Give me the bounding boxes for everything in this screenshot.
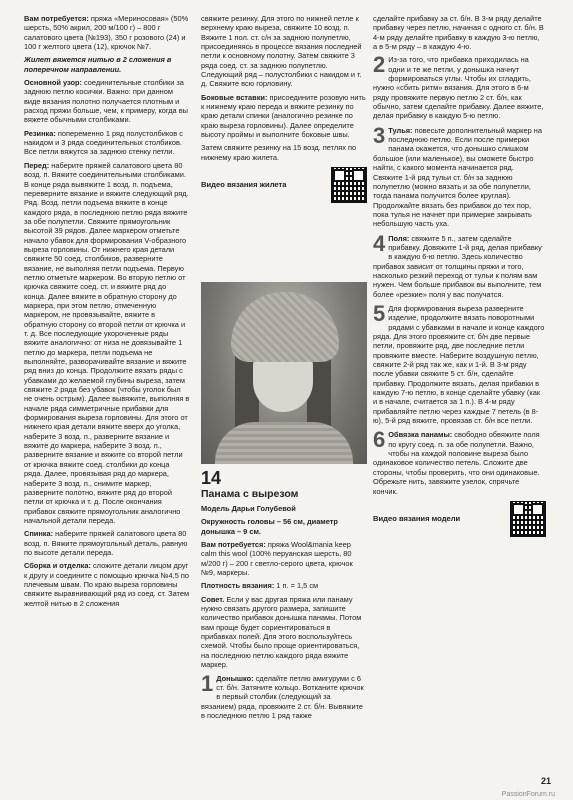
side-inserts-label: Боковые вставки: (201, 92, 268, 102)
vest-video-qr-code[interactable] (332, 168, 366, 202)
model-video-qr-code[interactable] (511, 502, 545, 536)
step-3-text: повесьте дополнительный маркер на последнюю петлю. Если после примерки панама окажется, что донышко слишком большое (или маленькое), вы сможете быстро найти, с какого момента начинается ряд. Свяжите 1-й ряд тульи ст. б/н за заднюю полупетлю (можно вязать и за обе полупетли, тогда панама получится более круглая). Продолжайте вязать без прибавок до тех пор, пока тулья не начнет при примерке закрывать небольшую часть уха. (373, 125, 542, 229)
page-number: 21 (540, 776, 551, 786)
model-block (201, 468, 366, 725)
model-number: 14 (201, 468, 222, 488)
rib-label: Резинка: (24, 128, 56, 138)
vest-video-label: Видео вязания жилета (201, 180, 287, 190)
step-1-number: 1 (201, 670, 214, 696)
step-3-label: Тулья: (388, 125, 413, 135)
model-title: Панама с вырезом (201, 488, 299, 500)
model-photo (201, 282, 367, 464)
step-1-continue: сделайте прибавку за ст. б/н. В 3-м ряду делайте прибавку через петлю, начиная с одного ст. б/н. В 4-м ряду делайте прибавку в каждую 3-ю петлю, а в 5-м ряду – в каждую 4-ю. (373, 14, 544, 52)
step-6-label: Обвязка панамы: (388, 430, 453, 440)
yarn-label: Вам потребуется: (24, 14, 89, 23)
back-paragraph (24, 529, 190, 557)
column-1 (24, 14, 190, 612)
advice-text: Если у вас другая пряжа или панаму нужно связать другого размера, запишите количество прибавок донышка панамы. Потом вам проще будет сориентироваться в прибавках полей. Для этого воспользуйтесь схемой. Чтобы было проще ориентироваться, на последнюю петлю каждого ряда вяжите маркер. (201, 594, 362, 670)
density-text: 1 п. = 1,5 см (274, 581, 319, 591)
model-author: Модель Дарьи Голубевой (201, 504, 296, 513)
side-inserts-text: присоедините розовую нить к нижнему краю переда и вяжите резинку по краю детали спинки (аналогично резинке по краю выреза горловины). Далее определите высоту проймы и выполните боковые швы. (201, 92, 366, 140)
step-4-label: Поля: (388, 233, 410, 243)
back-text: наберите пряжей салатового цвета 80 возд. п. Вяжите прямоугольный деталь, равную по высоте детали переда. (24, 529, 188, 557)
density-label: Плотность вязания: (201, 581, 275, 591)
model-yarn-paragraph (201, 540, 366, 577)
step-4 (373, 230, 545, 299)
step-3-number: 3 (373, 122, 386, 148)
model-yarn-text: пряжа Wool&mania keep calm this wool (100% перуанская шерсть, 80 м/200 г) – 200 г светло-серого цвета, крючок №9, маркеры. (201, 540, 353, 578)
step-2 (373, 52, 545, 121)
step-6-number: 6 (373, 427, 386, 453)
front-text: наберите пряжей салатового цвета 80 возд. п. Вяжите соединительными столбиками. В конце ряда вывяжите 1 возд. п. подъема, переверните вязание и вяжите следующий ряд. Ряд. Возд. петли подъема вяжите в конце каждого ряда, в последнюю петлю ряда вяжите за обе полупетли. Свяжите прямоугольник высотой 39 рядов. Далее маркером отметьте начало убавок для формирования V-образного выреза горловины. От нижнего края детали свяжите 50 соед. столбиков, разверните вязание, не выполняя петли подъема. Первую петлю отметьте маркером. Во вторую петлю от крючка свяжите соед. ст. и вяжите ряд до конца. Далее вяжите в обратную сторону до маркера, при этом петлю, отмеченную маркером, не провязывайте, вяжите в обратную сторону со второй петли от крючка и т. д. Все последующие укороченные ряды вяжите аналогично: от низа не довязывайте 1 петлю до маркера, петли подъема не выполняйте, разворачивайте вязание и вяжите ряд вниз до конца. Продолжите вязать ряды с убавками до желаемой глубины выреза, затем свяжите 2 ряда без убавок (чтобы уголок был не очень острым). Далее вывяжите, выполняя в начале ряда симметричные прибавки для формирования выреза горловины. Для этого от нижнего края детали вяжите вверх до уголка, наберите 3 возд. п., разверните вязание и вяжите до маркера, наберите 3 возд. п., разверните вязание и вяжите со второй петли от крючка вяжите соед. столбики до конца ряда. Далее, провязывая ряд до маркера, наберите 3 возд. п., снимите маркер, разверните полотно, вяжите ряд до второй петли от крючка и т. д. После окончания прибавок свяжите прямоугольник аналогично начальной детали переда. (24, 160, 190, 525)
step-5-text: Для формирования выреза разверните изделие, продолжите вязать поворотными рядами с убавками в начале и конце каждого ряда. Для этого провяжите ст. б/н две первые петли, провяжите ряд, две последние петли провяжите вместе. Наберите воздушную петлю, свяжите 2-й ряд так же, как и 1-й. В 3-м ряду после убавки свяжите 5 ст. б/н, сделайте прибавку. Продолжите вязать, делая прибавки в каждую 7-ю петлю, в конце сделайте убавку (как и в начале, считается за 1 п.). В 4-м ряду прибавляйте петлю через каждые 7 петель (в 8-ю), 5-й ряд вяжите, провязав ст. б/н все петли. (373, 303, 545, 426)
front-paragraph (24, 161, 190, 525)
rib-paragraph (24, 129, 190, 157)
model-size: Окружность головы – 56 см, диаметр донышка – 9 см. (201, 517, 338, 536)
yarn-text: пряжа «Мериносовая» (50% шерсть, 50% акрил, 200 м/100 г) – 800 г салатового цвета (№193), 350 г розового (24) и 100 г желтого цвета (12), крючок №7. (24, 14, 189, 52)
assembly-text: сложите детали лицом друг к другу и соедините с помощью крючка №4,5 по плечевым швам. По краю выреза горловины свяжите выравнивающий ряд из соед. ст. Затем желтой нитью в 2 сложения (24, 561, 190, 608)
main-pattern-text: соединительные столбики за заднюю петлю косички. Важно: при данном виде вязания полотно получается плотным и расход пряжи больше, чем, к примеру, когда вы вяжете обычными столбиками. (24, 78, 188, 125)
rib-continue-paragraph: свяжите резинку. Для этого по нижней петле к верхнему краю выреза, свяжите 10 возд. п. Вяжите 1 пол. ст. с/н за заднюю полупетлю, присоединяясь в процессе вязания последней петли к основному полотну. Затем свяжите 3 ряда соед. ст. за заднюю полупетлю. Следующий ряд – полустолбики с накидом и т. д. Свяжите всю горловину. (201, 14, 362, 89)
front-label: Перед: (24, 160, 50, 170)
main-pattern-label: Основной узор: (24, 78, 82, 88)
vest-video-row (201, 168, 366, 202)
step-5 (373, 300, 545, 426)
step-3 (373, 122, 545, 229)
step-2-number: 2 (373, 52, 386, 78)
back-label: Спинка: (24, 529, 54, 539)
assembly-paragraph (24, 561, 190, 608)
step-1 (201, 670, 366, 721)
watermark: PassionForum.ru (501, 791, 555, 798)
rib-text: попеременно 1 ряд полустолбиков с накидом и 3 ряда соединительных столбиков. Все петли вяжутся за заднюю стенку петли. (24, 128, 183, 157)
step-4-number: 4 (373, 230, 386, 256)
advice-label: Совет. (201, 594, 225, 604)
photo-hat (231, 292, 339, 362)
density-paragraph (201, 581, 366, 590)
advice-paragraph (201, 595, 366, 670)
model-yarn-label: Вам потребуется: (201, 540, 266, 550)
side-inserts-paragraph (201, 93, 366, 140)
step-1-text: сделайте петлю амигуруми с 6 ст. б/н. Затяните кольцо. Вотканите крючок в первый столбик (следующий за вязанием) ряда, провяжите 2 ст. б/н. Вывяжите в последнюю петлю 1 ряд также (201, 673, 364, 720)
step-2-text: Из-за того, что прибавка приходилась на одни и те же петли, у донышка начнут формироваться углы. Чтобы их сгладить, нужно «сбить ритм» вязания. Для этого в 6-м ряду провяжите первую петлю 2 ст. б/н, как обычно, затем сделайте прибавку. Далее вяжите, делая прибавку в каждую 5-ю петлю. (373, 55, 544, 121)
column-2 (201, 14, 366, 206)
bottom-rib-paragraph: Затем свяжите резинку на 15 возд. петлях по нижнему краю жилета. (201, 143, 357, 162)
model-video-row (373, 502, 545, 536)
assembly-label: Сборка и отделка: (24, 561, 91, 571)
model-video-label: Видео вязания модели (373, 514, 461, 524)
step-6-text: свободно обвяжите поля по кругу соед. п. за обе полупетли. Важно, чтобы на каждой половине выреза было одинаковое количество петель. Сложите две стороны, чтобы проверить, что они одинаковые. Обрежьте нить, завяжите узелок, спрячьте кончик. (373, 430, 540, 496)
step-5-number: 5 (373, 300, 386, 326)
step-4-text: свяжите 5 п., затем сделайте прибавку. Довяжите 1-й ряд, делая прибавку в каждую 6-ю петлю. Здесь количество прибавок зависит от толщины пряжи и того, насколько резкий переход от тульи к полям вам нужен. Чем больше прибавок вы выполните, тем более «резкие» поля у вас получатся. (373, 233, 542, 299)
step-1-label: Донышко: (216, 673, 254, 683)
direction-note: Жилет вяжется нитью в 2 сложения в поперечном направлении. (24, 55, 172, 74)
yarn-paragraph (24, 14, 190, 51)
step-6 (373, 427, 545, 496)
main-pattern-paragraph (24, 78, 190, 125)
column-3 (373, 14, 545, 540)
photo-sweater (215, 422, 353, 464)
